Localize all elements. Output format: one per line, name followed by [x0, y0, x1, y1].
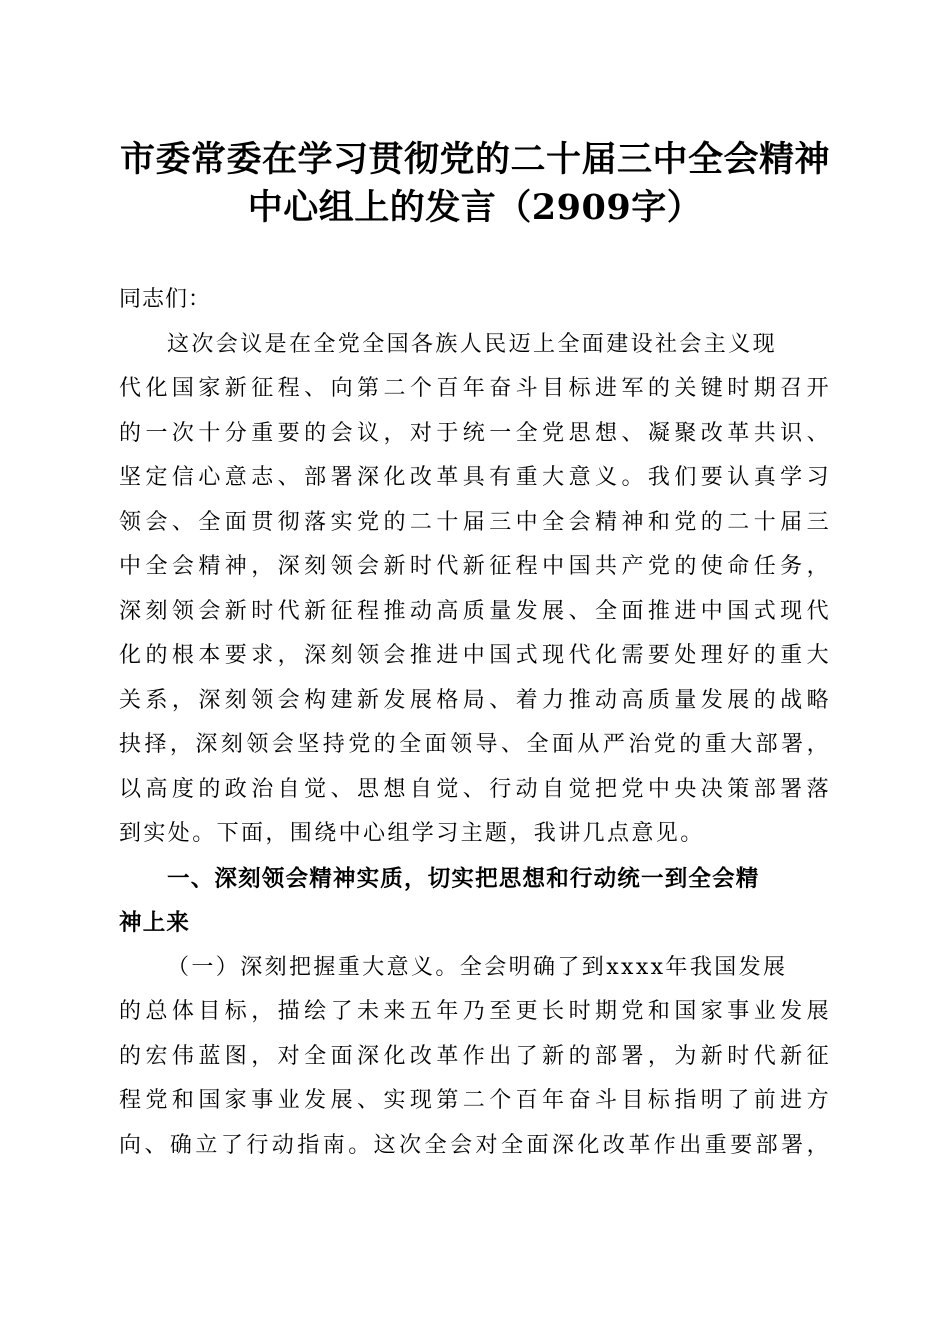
- heading-line: 神上来: [119, 910, 191, 936]
- title-line-2: 中心组上的发言（2909字）: [247, 187, 703, 228]
- paragraph-line: 领会、全面贯彻落实党的二十届三中全会精神和党的二十届三: [119, 509, 831, 535]
- paragraph-line: 这次会议是在全党全国各族人民迈上全面建设社会主义现: [167, 331, 778, 357]
- paragraph-line: （一）深刻把握重大意义。全会明确了到xxxx年我国发展: [167, 954, 788, 980]
- paragraph-line: 以高度的政治自觉、思想自觉、行动自觉把党中央决策部署落: [119, 776, 831, 802]
- paragraph-line: 向、确立了行动指南。这次全会对全面深化改革作出重要部署，: [119, 1132, 831, 1158]
- intro-paragraph: [119, 323, 831, 857]
- paragraph-line: 的一次十分重要的会议，对于统一全党思想、凝聚改革共识、: [119, 420, 831, 446]
- section-paragraph: [119, 946, 831, 1169]
- paragraph-line: 中全会精神，深刻领会新时代新征程中国共产党的使命任务，: [119, 554, 831, 579]
- salutation: 同志们：: [119, 287, 212, 312]
- paragraph-line: 的总体目标，描绘了未来五年乃至更长时期党和国家事业发展: [119, 999, 831, 1024]
- section-heading: [119, 857, 831, 946]
- title-line-1: 市委常委在学习贯彻党的二十届三中全会精神: [119, 139, 830, 180]
- paragraph-line: 抉择，深刻领会坚持党的全面领导、全面从严治党的重大部署，: [119, 732, 831, 757]
- document-body: [119, 278, 831, 1168]
- paragraph-line: 化的根本要求，深刻领会推进中国式现代化需要处理好的重大: [119, 643, 831, 668]
- paragraph-line: 的宏伟蓝图，对全面深化改革作出了新的部署，为新时代新征: [119, 1043, 831, 1069]
- heading-line: 一、深刻领会精神实质，切实把思想和行动统一到全会精: [167, 865, 760, 892]
- paragraph-line: 到实处。下面，围绕中心组学习主题，我讲几点意见。: [119, 821, 705, 846]
- document-title: [100, 136, 850, 232]
- paragraph-line: 代化国家新征程、向第二个百年奋斗目标进军的关键时期召开: [119, 376, 831, 401]
- paragraph-line: 程党和国家事业发展、实现第二个百年奋斗目标指明了前进方: [119, 1088, 831, 1113]
- paragraph-line: 坚定信心意志、部署深化改革具有重大意义。我们要认真学习: [119, 465, 831, 490]
- paragraph-line: 关系，深刻领会构建新发展格局、着力推动高质量发展的战略: [119, 687, 831, 713]
- paragraph-line: 深刻领会新时代新征程推动高质量发展、全面推进中国式现代: [119, 598, 831, 624]
